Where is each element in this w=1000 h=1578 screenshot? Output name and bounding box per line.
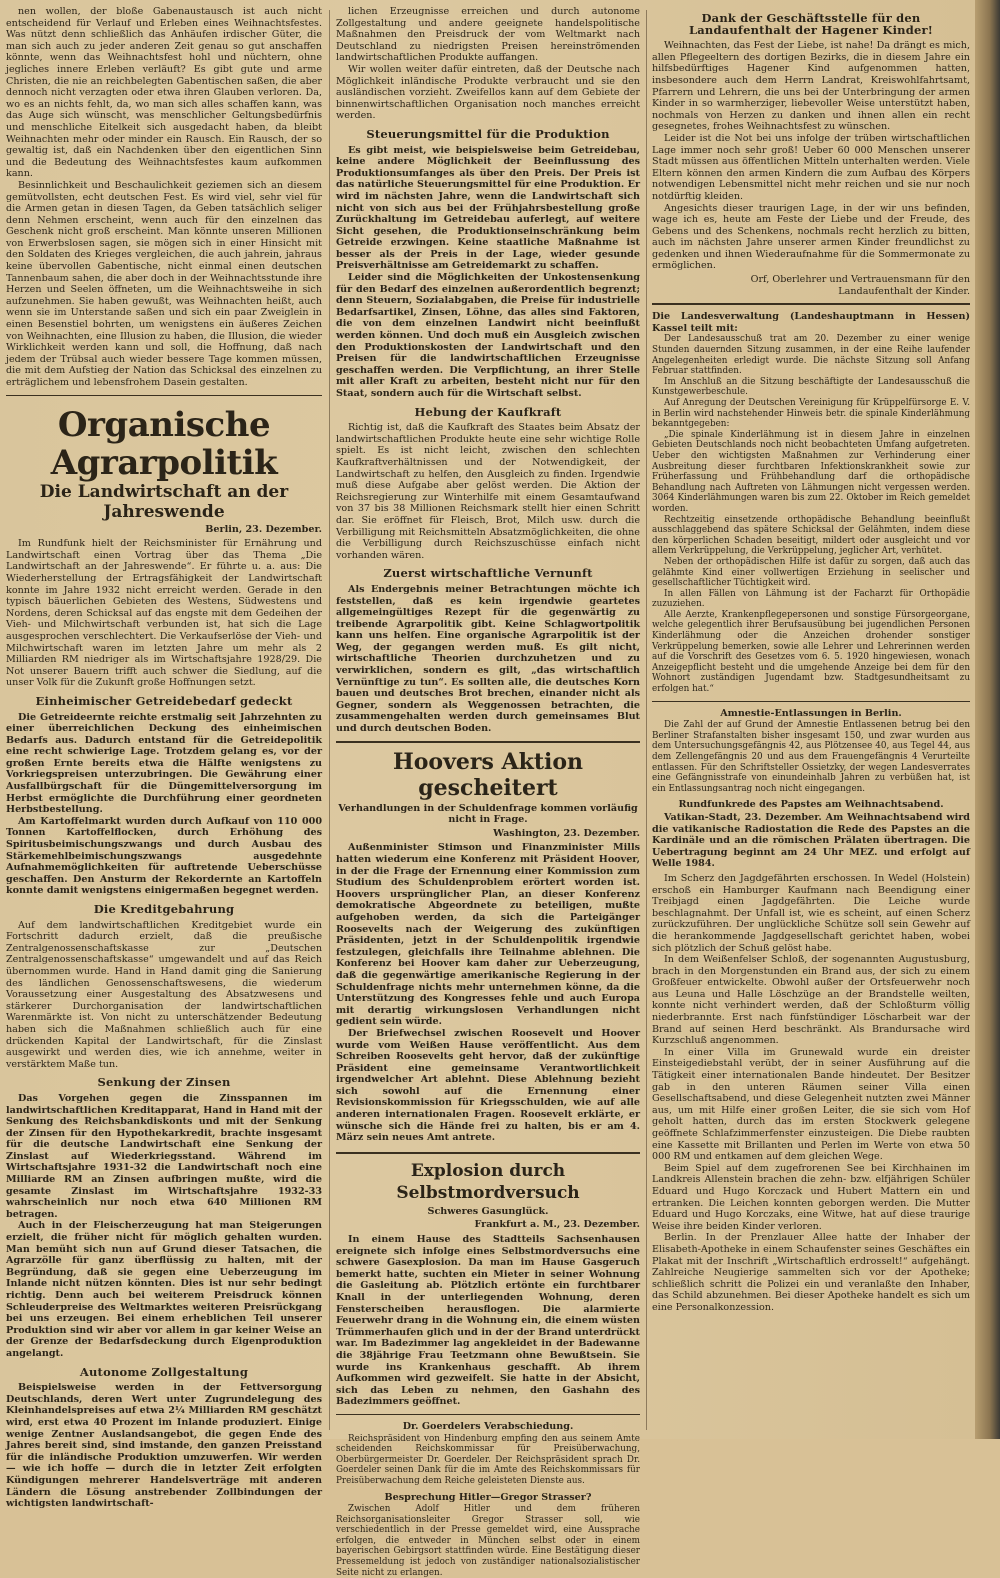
goerdeler-article — [336, 1434, 640, 1487]
strasser-title: Besprechung Hitler—Gregor Strasser? — [384, 1491, 592, 1503]
paragraph: Leider sind die Möglichkeiten der Unkostensenkung für den Bedarf des einzelnen außerordentlich begrenzt; denn Steuern, Sozialabgaben, die Preise für industrielle Bedarfsartikel, Zinsen, Löhne, das alles sind Faktoren, die von dem einzelnen Landwirt nicht beeinflußt werden können. Und doch muß ein Ausgleich zwischen den Produktionskosten der Landwirtschaft und den Preisen für die landwirtschaftlichen Erzeugnisse geschaffen werden. Die Verpflichtung, an ihrer Stelle mit aller Kraft zu arbeiten, besteht nicht nur für den Staat, sondern auch für die Wirtschaft selbst. — [336, 272, 640, 399]
paragraph: Das Vorgehen gegen die Zinsspannen im landwirtschaftlichen Kreditapparat, Hand in Hand mit der Senkung des Reichsbankdiskonts und mit der Senkung der Zinsen für den Hypothekarkredit, brachte insgesamt für die deutsche Landwirtschaft eine Senkung der Zinslast auf Wiederkriegsstand. Während im Wirtschaftsjahre 1931-32 die Landwirtschaft noch eine Milliarde RM an Zinsen aufbringen mußte, wird die gesamte Zinslast im Wirtschaftsjahre 1932-33 wahrscheinlich nur noch etwa 640 Millionen RM betragen. — [6, 1092, 322, 1220]
paragraph: Reichspräsident von Hindenburg empfing den aus seinem Amte scheidenden Reichskommissar für Preisüberwachung, Oberbürgermeister Dr. Goerdeler. Der Reichspräsident sprach Dr. Goerdeler seinen Dank für die im Amte des Reichskommissars für Preisüberwachung dem Reiche geleisteten Dienste aus. — [336, 1433, 640, 1486]
hoover-article — [336, 842, 640, 1143]
section-heading: Hebung der Kaufkraft — [414, 404, 562, 419]
amnestie-article — [652, 720, 970, 794]
section-heading: Die Kreditgebahrung — [93, 902, 235, 916]
goerdeler-title: Dr. Goerdelers Verabschiedung. — [402, 1420, 574, 1432]
paragraph: In allen Fällen von Lähmung ist der Facharzt für Orthopädie zuzuziehen. — [652, 588, 970, 610]
column-divider — [329, 10, 330, 1430]
section-heading: Einheimischer Getreidebedarf gedeckt — [35, 693, 293, 708]
paragraph: Die Getreideernte reichte erstmalig seit Jahrzehnten zu einer überreichlichen Deckung des einheimischen Bedarfs aus. Dadurch entstand für die Getreidepolitik eine recht schwierige Lage. Trotzdem gelang es, vor der großen Ernte bereits etwa die Hälfte wenigstens zu Vorkriegspreisen unterzubringen. Die Gewährung einer Ausfallbürgschaft für die Düngemittelversorgung im Herbst ermöglichte die Durchführung einer geordneten Herbstbestellung. — [6, 711, 322, 816]
paragraph: Alle Aerzte, Krankenpflegepersonen und sonstige Fürsorgeorgane, welche gelegentlich ihrer Berufsausübung bei jugendlichen Personen Kinderlähmung oder die Anzeichen drohender sonstiger Verkrüppelung bemerken, sowie alle Lehrer und Lehrerinnen werden auf die Vorschrift des Gesetzes vom 6. 5. 1920 hingewiesen, wonach Anzeigepflicht besteht und die umgehende Anzeige bei dem für den Wohnort zuständigen Jugendamt bzw. Stadtgesundheitsamt zu erfolgen hat.“ — [652, 609, 970, 695]
column-divider — [646, 10, 647, 1430]
paragraph: Am Kartoffelmarkt wurden durch Aufkauf von 110 000 Tonnen Kartoffelflocken, durch Erhöhung des Spiritusbeimischungszwangs und durch Ausbau des Stärkemehlbeimischungszwangs ausgedehnte Aufnahmemöglichkeiten für auftretende Ueberschüsse geschaffen. Den Ansturm der Rekordernte an Kartoffeln konnte damit wenigstens einigermaßen begegnet werden. — [6, 815, 322, 897]
dank-title: Dank der Geschäftsstelle für den Landaufenthalt der Hagener Kinder! — [688, 11, 933, 37]
paragraph: Auf dem landwirtschaftlichen Kreditgebiet wurde ein Fortschritt dadurch erzielt, daß die preußische Zentralgenossenschaftskasse zur „Deutschen Zentralgenossenschaftskasse“ umgewandelt und auf das Reich übernommen wurde. Hand in Hand damit ging die Sanierung des ländlichen Genossenschaftswesens, die wiederum Voraussetzung einer Ausgestaltung des Absatzwesens und stärkerer Durchorganisation der landwirtschaftlichen Warenmärkte ist. Von nicht zu unterschätzender Bedeutung haben sich die Maßnahmen schließlich auch für eine drückenden Kapital der Landwirtschaft, für die Zinslast ausgewirkt und werden dies, wie ich annehme, weiter in verstärktem Maße tun. — [6, 919, 322, 1070]
paragraph: Beispielsweise werden in der Fettversorgung Deutschlands, deren Wert unter Zugrundelegung des Kleinhandelspreises auf etwa 2¼ Milliarden RM geschätzt wird, erst etwa 40 Prozent im Inlande produziert. Einige wenige Zentner Auslandsangebot, die gegen Ende des Jahres bereit sind, sind imstande, den ganzen Preisstand für die inländische Produktion umzuwerfen. Wir werden — wie ich hoffe — durch die in letzter Zeit erfolgten Kündigungen mehrerer Handelsverträge mit anderen Ländern die Lösung anstrebender Zollbindungen der wichtigsten landwirtschaft- — [6, 1382, 322, 1510]
dateline: Frankfurt a. M., 23. Dezember. — [474, 1219, 640, 1231]
paragraph: Im Scherz den Jagdgefährten erschossen. In Wedel (Holstein) erschoß ein Hamburger Kaufmann nach Beendigung einer Treibjagd einen Jagdgefährten. Die Leiche wurde beschlagnahmt. Der Unfall ist, wie es scheint, auf einen Scherz zurückzuführen. Der unglückliche Schütze soll sein Gewehr auf die herankommende Jagdgesellschaft gerichtet haben, wobei sich plötzlich der Schuß gelöst habe. — [652, 872, 970, 954]
paragraph: nen wollen, der bloße Gabenaustausch ist auch nicht entscheidend für Verlauf und Erleben eines Weihnachtsfestes. Was nützt denn schließlich das Anhäufen irdischer Güter, die man sich auch zu jeder anderen Zeit genau so gut anschaffen könnte, wenn das Weihnachtsfest hohl und nüchtern, ohne jegliches innere Erleben verläuft? Es gibt gute und arme Christen, die nie an reichbelegten Gabentischen saßen, die aber dennoch nicht verzagten oder etwa ihren Glauben verloren. Da, wo es an nichts fehlt, da, wo man sich alles schaffen kann, was das Auge sich wünscht, was menschlicher Geltungsbedürfnis und menschliche Eitelkeit sich ausgedacht haben, da bleibt Weihnachten mehr oder minder ein Rausch. Ein Rausch, der so gewaltig ist, daß ein Nachdenken über den eigentlichen Sinn und die Bedeutung des Weihnachtsfestes kaum aufkommen kann. — [6, 6, 322, 180]
paragraph: Die Zahl der auf Grund der Amnestie Entlassenen betrug bei den Berliner Strafanstalten bisher insgesamt 150, und zwar wurden aus dem Untersuchungsgefängnis 42, aus Plötzensee 40, aus Tegel 44, aus dem Zellengefängnis 20 und aus dem Frauengefängnis 4 Verurteilte entlassen. Für den Schriftsteller Ossietzky, der wegen Landesverrates eine Gefängnisstrafe von einundeinhalb Jahren zu verbüßen hat, ist ein Entlassungsantrag noch nicht eingegangen. — [652, 720, 970, 794]
paragraph: In einer Villa im Grunewald wurde ein dreister Einsteigediebstahl verübt, der in seiner Ausführung auf die Tätigkeit einer internationalen Bande hindeutet. Der Besitzer gab in den unteren Räumen seiner Villa einen Gesellschaftsabend, und diese Gelegenheit nutzten zwei Männer aus, um mit Hilfe einer großen Leiter, die sie sich vom Hof geholt hatten, durch das im ersten Stockwerk gelegene geöffnete Schlafzimmerfenster einzusteigen. Die Diebe raubten eine Kassette mit Brillanten und Perlen im Werte von etwa 50 000 RM und entkamen auf dem gleichen Wege. — [652, 1046, 970, 1163]
paragraph: Auf Anregung der Deutschen Vereinigung für Krüppelfürsorge E. V. in Berlin wird nachstehender Hinweis betr. die spinale Kinderlähmung bekanntgegeben: — [652, 398, 970, 430]
paragraph: Wir wollen weiter dafür eintreten, daß der Deutsche nach Möglichkeit inländische Produkte verbraucht und sie den ausländischen vorzieht. Zweifellos kann auf dem Gebiete der binnenwirtschaftlichen Organisation noch manches erreicht werden. — [336, 63, 640, 122]
section-heading: Zuerst wirtschaftliche Vernunft — [383, 566, 593, 581]
article-sections — [336, 126, 640, 735]
paragraph: „Die spinale Kinderlähmung ist in diesem Jahre in einzelnen Gebieten Deutschlands noch nicht beobachteten Umfang aufgetreten. Ueber den wichtigsten Maßnahmen zur Verhinderung einer Ausbreitung dieser furchtbaren Infektionskrankheit sowie zur Früherfassung und Frühbehandlung darf die orthopädische Behandlung nach Auftreten von Lähmungen nicht vergessen werden. 3064 Kinderlähmungen waren bis zum 22. Oktober im Reich gemeldet worden. — [652, 429, 970, 514]
deck: Verhandlungen in der Schuldenfrage kommen vorläufig nicht in Frage. — [338, 802, 638, 826]
amnestie-title: Amnestie-Entlassungen in Berlin. — [720, 707, 902, 719]
paragraph: In einem Hause des Stadtteils Sachsenhausen ereignete sich infolge eines Selbstmordversuchs eine schwere Gasexplosion. Da man im Hause Gasgeruch bemerkt hatte, suchten ein Mieter in seiner Wohnung die Gasleitung ab. Plötzlich ertönte ein furchtbarer Knall in der unterliegenden Wohnung, deren Fensterscheiben herausflogen. Die alarmierte Feuerwehr drang in die Wohnung ein, die einem wüsten Trümmerhaufen glich und in der der Brand unterdrückt war. Im Badezimmer lag angekleidet in der Badewanne die 38jährige Frau Teetzmann ohne Bewußtsein. Sie wurde ins Krankenhaus geschafft. Ab ihrem Aufkommen wird gezweifelt. Sie hatte in der Absicht, sich das Leben zu nehmen, den Gashahn des Badezimmers geöffnet. — [336, 1234, 640, 1408]
article-continuation — [6, 6, 322, 389]
paragraph: Im Rundfunk hielt der Reichsminister für Ernährung und Landwirtschaft einen Vortrag über das Thema „Die Landwirtschaft an der Jahreswende“. Er führte u. a. aus: Die Wiederherstellung der Ertragsfähigkeit der Landwirtschaft konnte im Jahre 1932 nicht erreicht werden. Gerade in den typisch bäuerlichen Gebieten des Westens, Südwestens und Nordens, deren Schicksal auf das engste mit dem Gedeihen der Vieh- und Milchwirtschaft verbunden ist, hat sich die Lage ausgesprochen verschlechtert. Die Verkaufserlöse der Vieh- und Milchwirtschaft waren im letzten Jahre um mehr als 2 Milliarden RM niedriger als im Wirtschaftsjahre 1928/29. Die Not unserer Bauern trifft auch schwer die Siedlung, auf die unser Volk für die Zukunft große Hoffnungen setzt. — [6, 538, 322, 689]
paragraph: Beim Spiel auf dem zugefrorenen See bei Kirchhainen im Landkreis Allenstein brachen die zehn- bzw. elfjährigen Schüler Eduard und Hugo Korczack und Hubert Mattern ein und ertranken. Die Leichen konnten geborgen werden. Die Mutter Eduard und Hugo Korczaks, eine Witwe, hat auf diese traurige Weise ihre beiden Kinder verloren. — [652, 1162, 970, 1232]
section-heading: Autonome Zollgestaltung — [79, 1364, 249, 1379]
landes-title: Die Landesverwaltung (Landeshauptmann in Hessen) Kassel teilt mit: — [652, 311, 970, 334]
paragraph: Außenminister Stimson und Finanzminister Mills hatten wiederum eine Konferenz mit Präsident Hoover, in der die Frage der Ernennung einer Kommission zum Studium des Schuldenproblem erörtert worden ist. Hoovers ursprünglicher Plan, an dieser Konferenz demokratische Abgeordnete zu beteiligen, mußte aufgehoben werden, da sich die Parteigänger Roosevelts nach der Weigerung des zukünftigen Präsidenten, jetzt in der Schuldenpolitik irgendwie festzulegen, gleichfalls ihre Teilnahme ablehnen. Die Konferenz bei Hoover kam daher zur Ueberzeugung, daß die gegenwärtige amerikanische Regierung in der Schuldenfrage nichts mehr unternehmen könne, da die Unterstützung des Kongresses fehle und auch Europa mit derartig wirkungslosen Verhandlungen nicht gedient sein würde. — [336, 842, 640, 1028]
paragraph: Neben der orthopädischen Hilfe ist dafür zu sorgen, daß auch das gelähmte Kind einer vollwertigen Erziehung in seelischer und gesellschaftlicher Tüchtigkeit wird. — [652, 556, 970, 589]
paragraph: Der Landesausschuß trat am 20. Dezember zu einer wenige Stunden dauernden Sitzung zusammen, in der eine Reihe laufender Angelegenheiten erledigt wurde. Die nächste Sitzung soll Anfang Februar stattfinden. — [652, 334, 970, 377]
news-briefs — [652, 873, 970, 1314]
paragraph: Im Anschluß an die Sitzung beschäftigte der Landesausschuß die Kunstgewerbeschule. — [652, 376, 970, 398]
article-lead — [6, 538, 322, 689]
paragraph: Als Endergebnis meiner Betrachtungen möchte ich feststellen, daß es kein irgendwie geartetes allgemeingültiges Rezept für die gegenwärtig zu treibende Agrarpolitik gibt. Keine Schlagwortpolitik kann uns helfen. Eine organische Agrarpolitik ist der Weg, der gegangen werden muß. Es gilt nicht, wirtschaftliche Theorien durchzuhetzen und zu verwirklichen, sondern es gilt, „das wirtschaftlich Vernünftige zu tun“. Es sollten alle, die deutsches Korn bauen und deutsches Brot brechen, einander nicht als Gegner, sondern als Weggenossen betrachten, die zusammengehalten werden durch gemeinsames Blut und durch deutschen Boden. — [336, 583, 640, 735]
article-continuation — [336, 6, 640, 122]
headline-hoover: Hoovers Aktion gescheitert — [336, 741, 640, 801]
paragraph: Auch in der Fleischerzeugung hat man Steigerungen erzielt, die früher nicht für möglich gehalten wurden. Man bemüht sich nun auf Grund dieser Tatsachen, die Agrarzölle für ganz überflüssig zu halten, mit der Begründung, daß sie gegen eine Ueberzeugung im Inlande nicht nützen könnten. Dies ist nur sehr bedingt richtig. Denn auch bei weiterem Preisdruck können Schleuderpreise des Weltmarktes weiteren Preisrückgang bei uns erzeugen. Bei einem erheblichen Teil unserer Produktion sind wir aber vor allem in gar keiner Weise an der Grenze der Bedarfsdeckung durch Eigenproduktion angelangt. — [6, 1220, 322, 1359]
headline-agrarpolitik: Organische Agrarpolitik — [50, 404, 278, 483]
paragraph: Besinnlichkeit und Beschaulichkeit geziemen sich an diesem gemütvollsten, echt deutschen Fest. Es wird viel, sehr viel für die Armen getan in diesen Tagen, da Geben tatsächlich seliger denn Nehmen erscheint, wenn auch für den einzelnen das Geschenk nicht groß erscheint. Man könnte unseren Millionen von Erwerbslosen sagen, sie mögen sich in einer Hinsicht mit den Soldaten des Krieges vergleichen, die auch jahrein, jahraus keine übervollen Gabentische, nicht einmal einen deutschen Tannenbaum sahen, die aber doch in der Weihnachtsstunde ihre Herzen und Seelen öffneten, um die Weihnachtsweihe in sich aufzunehmen. Sie haben gewußt, was Weihnachten heißt, auch wenn sie im Unterstande saßen und sich ein paar Zweiglein in einen Besenstiel bohrten, um wenigstens ein äußeres Zeichen von Weihnachten, eine Illusion zu haben, die Illusion, die wieder Wirklichkeit werden kann und soll, die Hoffnung, daß nach jedem der Trübsal auch wieder bessere Tage kommen müssen, die mit dem Aufstieg der Nation das Schicksal des einzelnen zu erträglichem und lebensfrohem Dasein gestalten. — [6, 179, 322, 388]
paragraph: Vatikan-Stadt, 23. Dezember. Am Weihnachtsabend wird die vatikanische Radiostation die Rede des Papstes an die Kardinäle und an die römischen Prälaten übertragen. Die Uebertragung beginnt am 24 Uhr MEZ. und erfolgt auf Welle 1984. — [652, 811, 970, 870]
paragraph: Richtig ist, daß die Kaufkraft des Staates beim Absatz der landwirtschaftlichen Produkte heute eine sehr wichtige Rolle spielt. Es ist nicht leicht, zwischen den schlechten Kaufkraftverhältnissen und der Notwendigkeit, der Landwirtschaft zu helfen, den Ausgleich zu finden. Irgendwie muß diese Aufgabe aber gelöst werden. Die Aktion der Reichsregierung zur Winterhilfe mit einem Gesamtaufwand von 37 bis 38 Millionen Reichsmark stellt hier einen Schritt dar. Sie eröffnet für Fleisch, Brot, Milch usw. durch die Verbilligung mit Reichsmitteln Absatzmöglichkeiten, die ohne die Verbilligung durch Reichszuschüsse einfach nicht vorhanden wären. — [336, 422, 640, 561]
paragraph: Zwischen Adolf Hitler und dem früheren Reichsorganisationsleiter Gregor Strasser soll, wie verschiedentlich in der Presse gemeldet wird, eine Aussprache erfolgen, die entweder in München selbst oder in einem bayerischen Gebirgsort stattfinden würde. Eine Bestätigung dieser Pressemeldung ist jedoch von zuständiger nationalsozialistischer Seite nicht zu erlangen. — [336, 1504, 640, 1578]
explosion-article — [336, 1234, 640, 1408]
headline-explosion: Explosion durch Selbstmordversuch — [336, 1152, 640, 1204]
deck: Schweres Gasunglück. — [427, 1205, 549, 1217]
paragraph: Angesichts dieser traurigen Lage, in der wir uns befinden, wage ich es, heute am Feste der Liebe und der Freude, des Gebens und des Schenkens, nochmals recht herzlich zu bitten, auch im nächsten Jahre unserer armen Kinder freundlichst zu gedenken und ihnen Wiederaufnahme für die Sommermonate zu ermöglichen. — [652, 202, 970, 272]
papst-article — [652, 812, 970, 870]
papst-title: Rundfunkrede des Papstes am Weihnachtsabend. — [678, 799, 944, 811]
paragraph: lichen Erzeugnisse erreichen und durch autonome Zollgestaltung und andere geeignete handelspolitische Maßnahmen den Preisdruck der vom Weltmarkt nach Deutschland zu niedrigsten Preisen hereinströmenden landwirtschaftlichen Produkte auffangen. — [336, 6, 640, 64]
paragraph: Es gibt meist, wie beispielsweise beim Getreidebau, keine andere Möglichkeit der Beeinflussung des Produktionsumfanges als über den Preis. Der Preis ist das natürliche Steuerungsmittel für eine Produktion. Er wird im nächsten Jahre, wenn die Landwirtschaft sich nicht von sich aus bei der Frühjahrsbestellung große Zurückhaltung im Getreidebau auferlegt, auf weitere Sicht gesehen, die Produktionseinschränkung beim Getreide erzwingen. Keine staatliche Maßnahme ist besser als der Preis in der Lage, wieder gesunde Preisverhältnisse am Getreidemarkt zu schaffen. — [336, 144, 640, 272]
strasser-article — [336, 1504, 640, 1578]
section-heading: Senkung der Zinsen — [97, 1075, 231, 1090]
paragraph: Weihnachten, das Fest der Liebe, ist nahe! Da drängt es mich, allen Pflegeeltern des dortigen Bezirks, die in diesem Jahre ein hilfsbedürftiges Hagener Kind aufgenommen hatten, insbesondere auch dem Herrn Landrat, Kreiswohlfahrtsamt, Pfarrern und Lehrern, die uns bei der Unterbringung der armen Kinder in so warmherziger, liebevoller Weise unterstützt haben, nochmals von Herzen zu danken und ihnen allen ein recht gesegnetes, frohes Weihnachtsfest zu wünschen. — [652, 40, 970, 133]
dateline: Berlin, 23. Dezember. — [205, 523, 322, 535]
section-heading: Steuerungsmittel für die Produktion — [366, 126, 610, 141]
article-sections — [6, 693, 322, 1510]
paragraph: In dem Weißenfelser Schloß, der sogenannten Augustusburg, brach in den Morgenstunden ein Brand aus, der sich zu einem Großfeuer entwickelte. Obwohl außer der Ortsfeuerwehr noch aus Leuna und Halle Löschzüge an der Brandstelle weilten, konnte nicht verhindert werden, daß der Schloßturm völlig niederbrannte. Erst nach fünfstündiger Löscharbeit war der Brand auf seinen Herd beschränkt. Als Brandursache wird Kurzschluß angenommen. — [652, 954, 970, 1047]
dateline: Washington, 23. Dezember. — [493, 827, 640, 839]
dank-article — [652, 40, 970, 272]
paragraph: Rechtzeitig einsetzende orthopädische Behandlung beeinflußt ausschlaggebend das spätere Schicksal der Gelähmten, indem diese den körperlichen Schaden beseitigt, mildert oder ausgleicht und vor allem Verkrüppelung, die Verkrüppelung, jeglicher Art, verhütet. — [652, 514, 970, 557]
column-2 — [336, 6, 640, 1578]
paragraph: Der Briefwechsel zwischen Roosevelt und Hoover wurde vom Weißen Hause veröffentlicht. Aus dem Schreiben Roosevelts geht hervor, daß der zukünftige Präsident eine gemeinsame Verantwortlichkeit irgendwelcher Art ablehnt. Diese Ablehnung bezieht sich sowohl auf die Ernennung einer Revisionskommission für Kriegsschulden, wie auf alle anderen internationalen Fragen. Roosevelt erklärte, er wünsche sich die Hände frei zu halten, bis er am 4. März sein neues Amt antrete. — [336, 1027, 640, 1144]
landes-article — [652, 334, 970, 694]
signature: Orf, Oberlehrer und Vertrauensmann für den Landaufenthalt der Kinder. — [750, 274, 970, 297]
column-3 — [652, 6, 970, 1314]
paragraph: Leider ist die Not bei uns infolge der trüben wirtschaftlichen Lage immer noch sehr groß! Ueber 60 000 Menschen unserer Stadt müssen aus öffentlichen Mitteln unterhalten werden. Viele Eltern können den armen Kindern die zum Aufbau des Körpers notwendigen Lebensmittel nicht mehr reichen und sie nur noch notdürftig kleiden. — [652, 132, 970, 202]
subheadline: Die Landwirtschaft an der Jahreswende — [39, 481, 289, 522]
paragraph: Berlin. In der Prenzlauer Allee hatte der Inhaber der Elisabeth-Apotheke in einem Schaufenster seines Geschäftes ein Plakat mit der Inschrift „Wirtschaftlich erdrosselt!“ aufgehängt. Zahlreiche Neugierige sammelten sich vor der Apotheke; schließlich schritt die Polizei ein und veranlaßte den Inhaber, das Schild abzunehmen. Bei dieser Apotheke handelt es sich um eine Personalkonzession. — [652, 1232, 970, 1313]
column-1 — [6, 6, 322, 1510]
page-fold — [975, 0, 1000, 1439]
